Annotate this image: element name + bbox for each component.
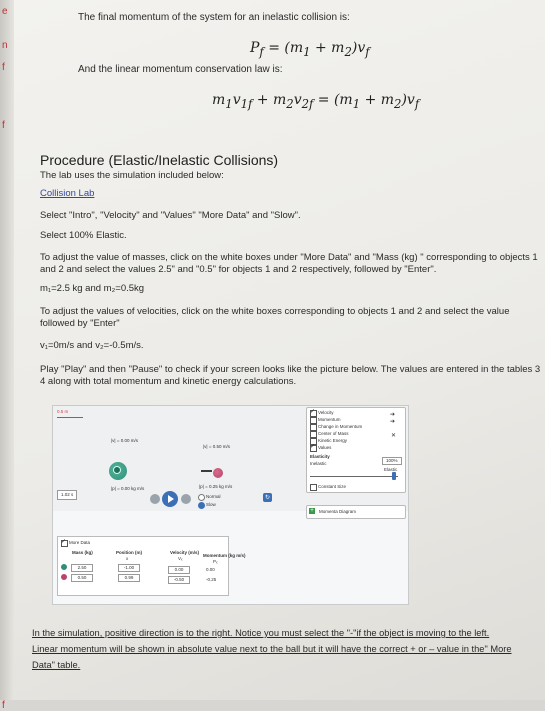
mass-para-2: and 2 and select the values 2.5" and "0.5" for objects 1 and 2 respectively, followed by "Enter".: [40, 264, 437, 275]
vel-para-2: followed by "Enter": [40, 318, 120, 329]
step-forward-button[interactable]: [181, 494, 191, 504]
binder-edge: [0, 0, 14, 711]
elasticity-value: 100%: [386, 458, 398, 463]
play-para-2: 4 along with total momentum and kinetic energy calculations.: [40, 376, 297, 387]
center-mass-label: Center of Mass: [318, 431, 349, 436]
velocity-label: Velocity: [318, 410, 334, 415]
kinetic-energy-label: Kinetic Energy: [318, 438, 348, 443]
play-icon: [168, 495, 174, 503]
subheader-x: x: [126, 556, 129, 561]
elastic-label: Elastic: [384, 467, 398, 472]
footer-3: Data" table.: [32, 660, 81, 670]
constant-size-checkbox[interactable]: [310, 484, 317, 491]
header-velocity: Velocity (m/s): [170, 550, 200, 555]
header-momentum: Momentum (kg m/s): [203, 553, 246, 558]
step-select: Select "Intro", "Velocity" and "Values" "More Data" and "Slow".: [40, 210, 301, 221]
subheader-vx: Vₓ: [178, 556, 183, 561]
change-momentum-label: Change in Momentum: [318, 424, 363, 429]
center-mass-icon: ✕: [391, 433, 397, 439]
elasticity-value-box: [382, 457, 402, 465]
time-box: [57, 490, 77, 500]
procedure-heading: Procedure (Elastic/Inelastic Collisions): [40, 152, 279, 168]
equation-conservation: $m_1v_{1f} + m_2v_{2f} = (m_1 + m_2)v_f$: [212, 92, 420, 111]
footer-2: Linear momentum will be shown in absolute value next to the ball but it will have the correct + or – value in the" More: [32, 644, 512, 654]
velocities: v₁=0m/s and v₂=-0.5m/s.: [40, 340, 144, 351]
ball1-velocity: |v| = 0.00 m/s: [111, 438, 138, 443]
speed-normal-label: Normal: [206, 494, 221, 499]
row1-mass-input[interactable]: 2.50: [71, 564, 93, 572]
header-mass: Mass (kg): [72, 550, 93, 555]
ball-2[interactable]: [213, 468, 223, 478]
step-elastic: Select 100% Elastic.: [40, 230, 127, 241]
mass-para-1: To adjust the value of masses, click on the white boxes under "More Data" and "Mass (kg) " corresponding to objects 1: [40, 252, 538, 263]
binder-mark: n: [2, 40, 8, 51]
momentum-label: Momentum: [318, 417, 341, 422]
reset-icon: ↻: [265, 495, 271, 501]
center-mass-checkbox[interactable]: [310, 431, 317, 438]
equation-final-momentum: $P_f = (m_1 + m_2)v_f$: [250, 40, 370, 59]
ball1-momentum: |p| = 0.00 kg m/s: [111, 486, 145, 491]
lab-uses: The lab uses the simulation included below:: [40, 170, 224, 181]
header-position: Position (m): [116, 550, 142, 555]
velocity-arrow-icon: ➔: [390, 412, 396, 418]
row1-velocity-input[interactable]: 0.00: [168, 566, 190, 574]
binder-mark: f: [2, 62, 5, 73]
row2-momentum: -0.25: [206, 577, 217, 582]
ball2-velocity: |v| = 0.50 m/s: [203, 444, 230, 449]
row1-momentum: 0.00: [206, 567, 215, 572]
momentum-arrow-icon: ➔: [390, 419, 396, 425]
speed-slow-radio[interactable]: [198, 502, 205, 509]
more-data-title: More Data: [69, 540, 91, 545]
subheader-px: Pₓ: [213, 559, 218, 564]
scale-label: 0.5 m: [57, 409, 69, 414]
more-data-checkbox[interactable]: [61, 540, 68, 547]
control-panel: [306, 407, 404, 539]
time-value: 1.02 s: [61, 492, 74, 497]
play-para-1: Play "Play" and then "Pause" to check if your screen looks like the picture below. The values are entered in the tables 3: [40, 364, 541, 375]
ball1-center-marker: [113, 466, 121, 474]
velocity-checkbox[interactable]: [310, 410, 317, 417]
row2-position-input[interactable]: 0.99: [118, 574, 140, 582]
row1-ball-icon: [61, 564, 67, 570]
values-label: Values: [318, 445, 332, 450]
row2-mass-input[interactable]: 0.50: [71, 574, 93, 582]
masses: m₁=2.5 kg and m₂=0.5kg: [40, 283, 145, 294]
footer-1: In the simulation, positive direction is to the right. Notice you must select the "-"if the object is moving to the left.: [32, 628, 490, 638]
conservation-line: And the linear momentum conservation law is:: [78, 64, 283, 75]
ball2-momentum: |p| = 0.25 kg m/s: [199, 484, 233, 489]
scale-bar: [57, 417, 83, 418]
change-momentum-checkbox[interactable]: [310, 424, 317, 431]
inelastic-label: Inelastic: [310, 461, 327, 466]
ball2-velocity-arrow: [201, 470, 212, 472]
elasticity-label: Elasticity: [310, 454, 330, 459]
expand-plus-icon[interactable]: +: [310, 508, 314, 514]
elasticity-slider-thumb[interactable]: [392, 472, 396, 480]
speed-normal-radio[interactable]: [198, 494, 205, 501]
row2-velocity-input[interactable]: -0.50: [168, 576, 190, 584]
elasticity-slider-track[interactable]: [310, 476, 398, 477]
binder-mark: f: [2, 120, 5, 131]
values-checkbox[interactable]: [310, 445, 317, 452]
vel-para-1: To adjust the values of velocities, click on the white boxes corresponding to objects 1 and 2 and select the value: [40, 306, 510, 317]
row2-ball-icon: [61, 574, 67, 580]
momentum-checkbox[interactable]: [310, 417, 317, 424]
binder-mark: f: [2, 700, 5, 711]
momenta-diagram-label: Momenta Diagram: [319, 509, 357, 514]
step-back-button[interactable]: [150, 494, 160, 504]
row1-position-input[interactable]: -1.00: [118, 564, 140, 572]
binder-mark: e: [2, 6, 8, 17]
more-data-panel: [57, 536, 246, 596]
speed-slow-label: Slow: [206, 502, 216, 507]
collision-lab-link[interactable]: Collision Lab: [40, 188, 95, 199]
constant-size-label: Constant Size: [318, 484, 347, 489]
intro-line: The final momentum of the system for an inelastic collision is:: [78, 12, 350, 23]
